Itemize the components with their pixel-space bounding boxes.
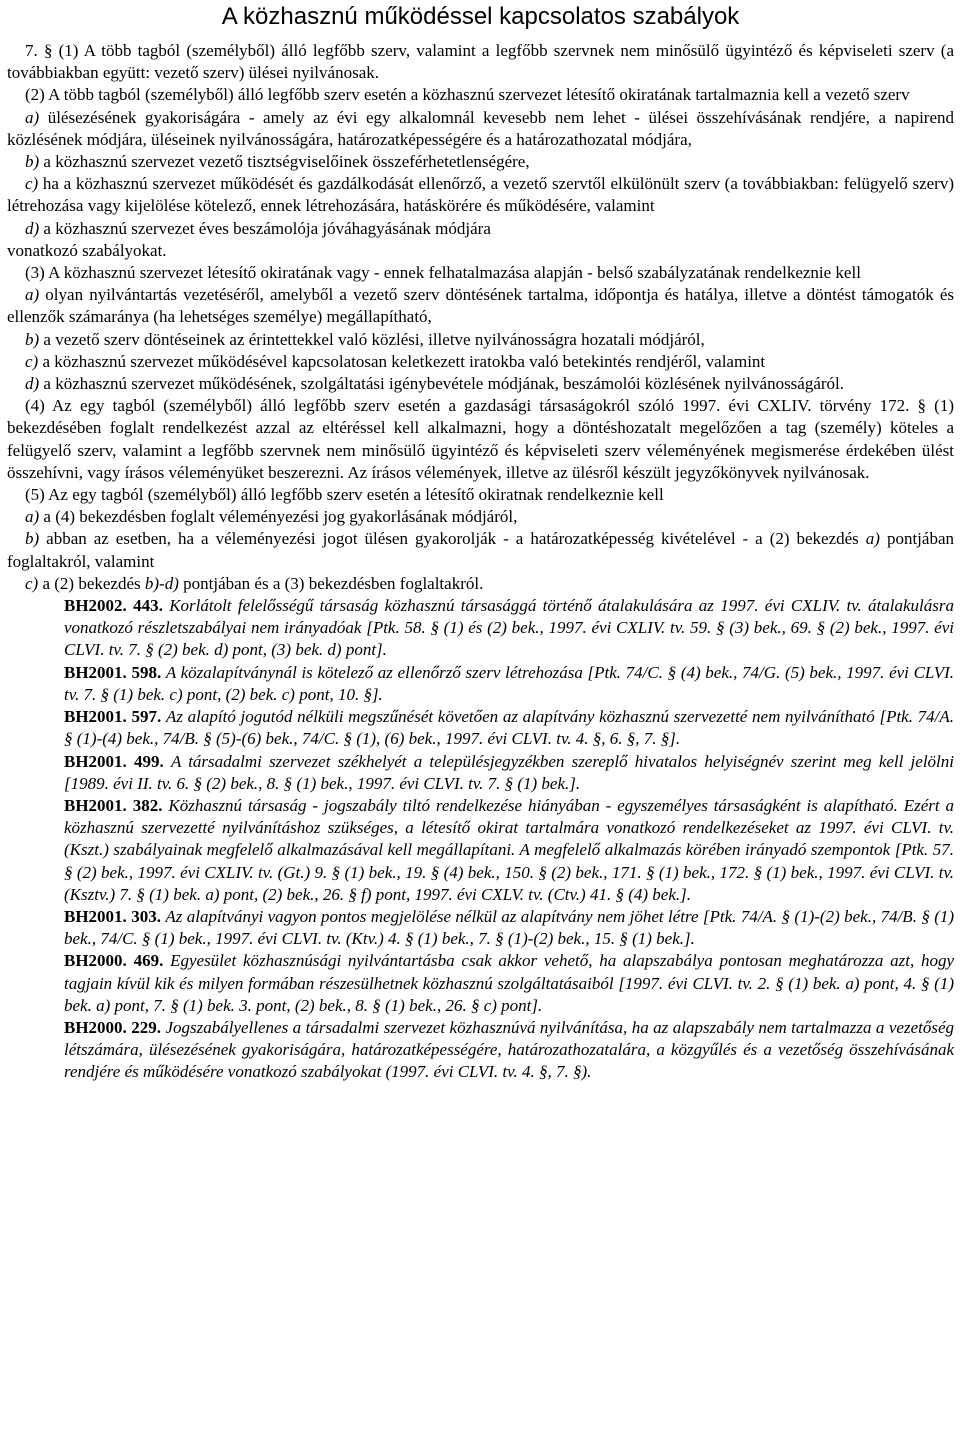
- court-decision: [7, 595, 954, 662]
- paragraph-7-3-d: [7, 373, 954, 395]
- court-decision: [7, 751, 954, 795]
- court-decision: [7, 795, 954, 906]
- decision-text: Korlátolt felelősségű társaság közhasznú társasággá történő átalakulására az 1997. évi CXLIV. tv. átalakulásra vonatkozó részletszabályai nem irányadóak [Ptk. 58. § (1) és (2) bek., 1997. évi CXLIV. tv. 59. § (3) bek., 69. § (2) bek., 1997. évi CLVI. tv. 7. § (2) bek. d) pont, (3) bek. d) pont].: [64, 596, 955, 660]
- decision-text: Egyesület közhasznúsági nyilvántartásba csak akkor vehető, ha alapszabálya pontosan meghatározza azt, hogy tagjain kívül kik és milyen formában részesülhetnek közhasznú szolgáltatásaiból [1997. évi CLVI. tv. 2. § (1) bek. a) pont, 4. § (1) bek. a) pont, 7. § (1) bek. 3. pont, (2) bek., 8. § (1) bek., 26. § c) pont].: [64, 951, 954, 1015]
- point-label: a): [25, 107, 40, 127]
- decision-code: BH2001. 303.: [64, 906, 161, 926]
- paragraph-7-5-c: [7, 573, 954, 595]
- decision-code: BH2001. 598.: [64, 662, 162, 682]
- point-text: a közhasznú szervezet működésével kapcsolatosan keletkezett iratokba való betekintés rendjéről, valamint: [38, 351, 766, 371]
- decision-code: BH2000. 469.: [64, 951, 164, 971]
- paragraph-7-5: (5) Az egy tagból (személyből) álló legfőbb szerv esetén a létesítő okiratnak rendelkeznie kell: [25, 485, 664, 505]
- court-decision: [7, 906, 954, 950]
- decision-text: A közalapítványnál is kötelező az ellenőrző szerv létrehozása [Ptk. 74/C. § (4) bek., 74/G. (5) bek., 1997. évi CLVI. tv. 7. § (1) bek. c) pont, (2) bek. c) pont, 10. §].: [64, 662, 955, 704]
- point-text: a közhasznú szervezet éves beszámolója jóváhagyásának módjára: [39, 218, 491, 238]
- point-text: olyan nyilvántartás vezetéséről, amelyből a vezető szerv döntésének tartalma, időpontja és hatálya, illetve a döntést támogatók és ellenzők számaránya (ha lehetséges személye) megállapítható,: [7, 285, 954, 327]
- point-text: a (4) bekezdésben foglalt véleményezési jog gyakorlásának módjáról,: [39, 507, 518, 527]
- page-title: A közhasznú működéssel kapcsolatos szabályok: [221, 3, 740, 30]
- paragraph-7-2-end: vonatkozó szabályokat.: [7, 240, 167, 260]
- paragraph-7-2-d: [7, 218, 954, 240]
- point-text: a vezető szerv döntéseinek az érintettekkel való közlési, illetve nyilvánosságra hozatali módjáról,: [39, 329, 705, 349]
- paragraph-7-1: 7. § (1) A több tagból (személyből) álló legfőbb szerv, valamint a legfőbb szervnek nem minősülő ügyintéző és képviseleti szerv (a továbbiakban együtt: vezető szerv) ülései nyilvánosak.: [7, 41, 954, 83]
- point-label: b): [25, 152, 40, 172]
- paragraph-7-4: (4) Az egy tagból (személyből) álló legfőbb szerv esetén a gazdasági társaságokról szóló 1997. évi CXLIV. törvény 172. § (1) bekezdésében foglalt rendelkezést azzal az eltéréssel kell alkalmazni, hogy a döntéshozatalt megelőzően a tag (személy) köteles a felügyelő szerv, valamint a legfőbb szervnek nem minősülő ügyintéző és képviseleti szerv véleményének megismerése érdekében ülést összehívni, vagy írásos véleményüket beszerezni. Az írásos vélemények, illetve az ülésről készült jegyzőkönyvek nyilvánosak.: [7, 396, 954, 482]
- paragraph-7-3-b: [7, 329, 954, 351]
- point-label: d): [25, 218, 40, 238]
- decision-code: BH2002. 443.: [64, 596, 163, 616]
- point-label: b): [25, 329, 40, 349]
- point-reference: a): [865, 529, 880, 549]
- paragraph-7-3: (3) A közhasznú szervezet létesítő okiratának vagy - ennek felhatalmazása alapján - belső szabályzatának rendelkeznie kell: [25, 263, 861, 283]
- decision-text: Az alapítványi vagyon pontos megjelölése nélkül az alapítvány nem jöhet létre [Ptk. 74/A. § (1)-(2) bek., 74/B. § (1) bek., 74/C. § (1) bek., 1997. évi CLVI. tv. (Ktv.) 4. § (1) bek., 7. § (1)-(2) bek., 15. § (1) bek.].: [64, 906, 955, 949]
- point-label: a): [25, 507, 40, 527]
- point-text: a közhasznú szervezet vezető tisztségviselőinek összeférhetetlenségére,: [39, 152, 530, 172]
- point-label: a): [25, 285, 40, 305]
- paragraph-7-5-a: [7, 506, 954, 528]
- point-label: c): [25, 174, 39, 194]
- court-decision: [7, 662, 954, 706]
- point-text: a közhasznú szervezet működésének, szolgáltatási igénybevétele módjának, beszámolói közlésének nyilvánosságáról.: [39, 374, 845, 394]
- court-decision: [7, 1017, 954, 1084]
- decision-code: BH2001. 382.: [64, 795, 163, 815]
- decision-code: BH2001. 499.: [64, 751, 164, 771]
- point-label: d): [25, 374, 40, 394]
- point-label: c): [25, 351, 39, 371]
- point-reference: b)-d): [144, 573, 179, 593]
- point-label: c): [25, 573, 39, 593]
- decision-text: A társadalmi szervezet székhelyét a településjegyzékben szereplő hivatalos helyiségnév szerint meg kell jelölni [1989. évi II. tv. 6. § (2) bek., 8. § (1) bek., 1997. évi CLVI. tv. 7. § (1) bek.].: [64, 751, 954, 793]
- paragraph-7-2-b: [7, 151, 954, 173]
- paragraph-7-2-a: [7, 107, 954, 151]
- decision-code: BH2000. 229.: [64, 1017, 162, 1037]
- point-text: pontjában és a (3) bekezdésben foglaltakról.: [178, 573, 484, 593]
- point-text: pontjában foglaltakról, valamint: [7, 529, 954, 571]
- point-text: a (2) bekezdés: [38, 573, 145, 593]
- court-decision: [7, 950, 954, 1017]
- point-text: abban az esetben, ha a véleményezési jogot ülésen gyakorolják - a határozatképesség kivételével - a (2) bekezdés: [39, 529, 866, 549]
- paragraph-7-2-c: [7, 173, 954, 217]
- court-decisions-list: [7, 595, 954, 1083]
- point-text: ha a közhasznú szervezet működését és gazdálkodását ellenőrző, a vezető szervtől elkülönült szerv (a továbbiakban: felügyelő szerv) létrehozása vagy kijelölése kötelező, ennek létrehozására, hatáskörére és működésére, valamint: [7, 174, 954, 216]
- court-decision: [7, 706, 954, 750]
- paragraph-7-3-c: [7, 351, 954, 373]
- decision-code: BH2001. 597.: [64, 707, 162, 727]
- decision-text: Közhasznú társaság - jogszabály tiltó rendelkezése hiányában - egyszemélyes társaságként is alapítható. Ezért a közhasznú szervezetté nyilvánításhoz szükséges, a létesítő okirat tartalmára vonatkozó rendelkezéseket az 1997. évi CLVI. tv. (Kszt.) szabályainak megfelelő alkalmazásával kell megállapítani. A megfelelő alkalmazás körében irányadó szempontok [Ptk. 57. § (2) bek., 1997. évi CXLIV. tv. (Gt.) 9. § (1) bek., 19. § (4) bek., 150. § (2) bek., 171. § (1) bek., 172. § (1) bek., 1997. évi CLVI. tv. (Ksztv.) 7. § (1) bek. a) pont, (2) bek., 26. § f) pont, 1997. évi CXLV. tv. (Ctv.) 41. § (4) bek.].: [64, 795, 955, 904]
- paragraph-7-2: (2) A több tagból (személyből) álló legfőbb szerv esetén a közhasznú szervezet létesítő okiratának tartalmaznia kell a vezető szerv: [25, 85, 910, 105]
- paragraph-7-3-a: [7, 284, 954, 328]
- point-label: b): [25, 529, 40, 549]
- point-text: ülésezésének gyakoriságára - amely az évi egy alkalomnál kevesebb nem lehet - ülései összehívásának rendjére, a napirend közlésének módjára, üléseinek nyilvánosságára, határozatképességére és a határozathozatal módjára,: [7, 107, 954, 149]
- decision-text: Jogszabályellenes a társadalmi szervezet közhasznúvá nyilvánítása, ha az alapszabály nem tartalmazza a vezetőség létszámára, ülésezésének gyakoriságára, határozatképességére, határozathozatalára, a közgyűlés és a vezetőség összehívásának rendjére és működésére vonatkozó szabályokat (1997. évi CLVI. tv. 4. §, 7. §).: [64, 1017, 955, 1082]
- decision-text: Az alapító jogutód nélküli megszűnését követően az alapítvány közhasznú szervezetté nem nyilvánítható [Ptk. 74/A. § (1)-(4) bek., 74/B. § (5)-(6) bek., 74/C. § (1), (6) bek., 1997. évi CLVI. tv. 4. §, 6. §, 7. §].: [64, 707, 955, 749]
- paragraph-7-5-b: [7, 528, 954, 572]
